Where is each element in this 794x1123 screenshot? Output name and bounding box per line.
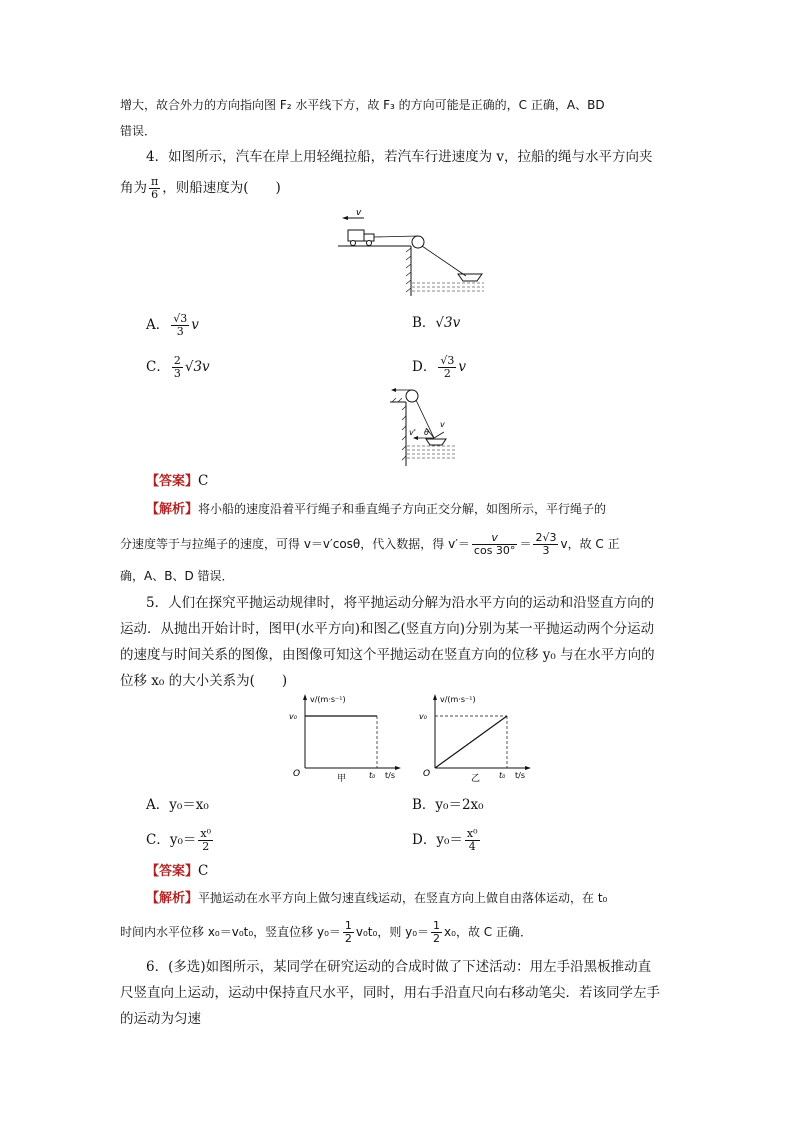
- jia-ylabel: v/(m·s⁻¹): [310, 695, 346, 704]
- q5-option-d[interactable]: D．y₀＝ $\frac{\text{x⁰}}{4}$: [412, 827, 478, 853]
- q5-stem-line-1: 5．人们在探究平抛运动规律时，将平抛运动分解为沿水平方向的运动和沿竖直方向的: [146, 595, 655, 611]
- prev-text-line-2: 错误．: [120, 124, 157, 138]
- q4-answer: 【答案】C: [146, 473, 209, 489]
- q4-analysis-line-2: 分速度等于与拉绳子的速度，可得 v＝v′cosθ，代入数据，得 v′＝ $\frac{v}{\cos 30^\circ}$ ＝ $\frac{2√3}{3}$ v，故 C 正: [120, 531, 620, 557]
- jia-name: 甲: [337, 774, 347, 784]
- q5-option-c[interactable]: C．y₀＝ $\frac{\text{x⁰}}{2}$: [146, 827, 211, 853]
- car-body-icon: [348, 230, 364, 241]
- yi-v0: v₀: [419, 712, 427, 721]
- boat-icon: [458, 274, 482, 281]
- yi-ylabel: v/(m·s⁻¹): [440, 695, 476, 704]
- q5-option-b[interactable]: B．y₀＝2x₀: [412, 797, 484, 813]
- q6-stem-line-3: 的运动为匀速: [120, 1011, 201, 1027]
- q5-stem-line-3: 的速度与时间关系的图像，由图像可知这个平抛运动在竖直方向的位移 y₀ 与在水平方向的: [120, 647, 655, 663]
- yi-xlabel: t/s: [515, 771, 525, 780]
- q6-stem-line-2: 尺竖直向上运动，运动中保持直尺水平，同时，用右手沿直尺向右移动笔尖．若该同学左手: [120, 985, 660, 1001]
- yi-t0: t₀: [499, 771, 506, 780]
- q4-angle-fraction: $\frac{\pi}{6}$: [151, 175, 159, 201]
- fig2-v-label: v: [440, 420, 445, 429]
- q5-stem-line-4: 位移 x₀ 的大小关系为( ): [120, 673, 288, 689]
- fig2-vprime-label: v': [409, 428, 416, 437]
- q5-option-a[interactable]: A．y₀＝x₀: [146, 797, 209, 813]
- q4-option-b[interactable]: B．√3v: [412, 315, 461, 331]
- q6-stem-line-1: 6．(多选)如图所示，某同学在研究运动的合成时做了下述活动：用左手沿黑板推动直: [146, 959, 652, 975]
- q4-option-c[interactable]: C． $\frac{2}{3}$ √3v: [146, 354, 210, 380]
- jia-v0: v₀: [289, 712, 297, 721]
- q4-option-d[interactable]: D． $\frac{√3}{2}$ v: [412, 354, 466, 380]
- q4-stem-line-1: 4．如图所示，汽车在岸上用轻绳拉船，若汽车行进速度为 v，拉船的绳与水平方向夹: [146, 149, 653, 165]
- yi-name: 乙: [471, 774, 481, 784]
- jia-origin: O: [293, 769, 301, 779]
- q5-analysis-line-2: 时间内水平位移 x₀＝v₀t₀，竖直位移 y₀＝ $\frac{1}{2}$ v₀t₀，则 y₀＝ $\frac{1}{2}$ x₀，故 C 正确．: [120, 919, 532, 945]
- q4-analysis-line-1: 【解析】将小船的速度沿着平行绳子和垂直绳子方向正交分解，如图所示，平行绳子的: [146, 502, 607, 517]
- q5-stem-line-2: 运动．从抛出开始计时，图甲(水平方向)和图乙(竖直方向)分别为某一平抛运动两个分运动: [120, 621, 655, 637]
- q5-answer: 【答案】C: [146, 863, 209, 879]
- jia-t0: t₀: [369, 771, 376, 780]
- jia-xlabel: t/s: [385, 771, 395, 780]
- q4-option-a[interactable]: A． $\frac{√3}{3}$ v: [146, 312, 199, 338]
- q4-analysis-line-3: 确，A、B、D 错误．: [120, 569, 234, 583]
- q5-graph-yi: [415, 692, 535, 784]
- q4-stem-line-2: 角为 $\frac{\pi}{6}$ ，则船速度为( ): [120, 175, 281, 201]
- q5-graph-jia: [285, 692, 405, 784]
- q4-car-boat-figure: [336, 206, 486, 300]
- q4-fig-v-label: v: [356, 208, 362, 218]
- q4-decomposition-figure: [388, 382, 460, 468]
- fig2-theta-label: θ: [424, 428, 429, 437]
- yi-origin: O: [423, 769, 431, 779]
- prev-text-line-1: 增大，故合外力的方向指向图 F₂ 水平线下方，故 F₃ 的方向可能是正确的，C 正确，A、BD: [120, 98, 605, 112]
- q5-analysis-line-1: 【解析】平抛运动在水平方向上做匀速直线运动，在竖直方向上做自由落体运动，在 t₀: [146, 891, 608, 906]
